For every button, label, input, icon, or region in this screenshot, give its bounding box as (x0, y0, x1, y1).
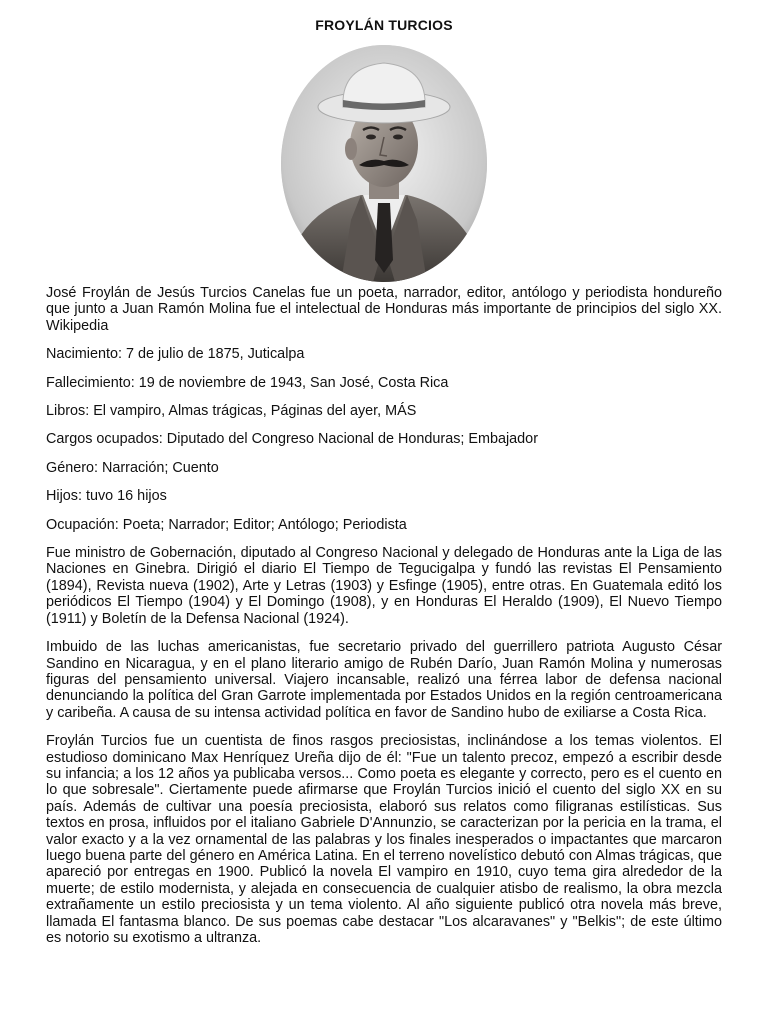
body-paragraph: Imbuido de las luchas americanistas, fue secretario privado del guerrillero patriota Augusto César Sandino en Nicaragua, y en el plano literario amigo de Rubén Darío, Juan Ramón Molina y numerosas figuras del pensamiento universal. Viajero incansable, realizó una férrea labor de defensa nacional denunciando la política del Gran Garrote implementada por Estados Unidos en la región centroamericana y caribeña. A causa de su intensa actividad política en favor de Sandino hubo de exiliarse a Costa Rica. (46, 639, 722, 721)
fact-fallecimiento: Fallecimiento: 19 de noviembre de 1943, San José, Costa Rica (46, 374, 449, 391)
fact-ocupacion: Ocupación: Poeta; Narrador; Editor; Antólogo; Periodista (46, 516, 407, 533)
body-paragraph: Froylán Turcios fue un cuentista de finos rasgos preciosistas, inclinándose a los temas violentos. El estudioso dominicano Max Henríquez Ureña dijo de él: "Fue un talento precoz, empezó a escribir desde su infancia; a los 12 años ya publicaba versos... Como poeta es elegante y correcto, pero es el cuento en lo que sobresale". Ciertamente puede afirmarse que Froylán Turcios inició el cuento del siglo XX en su país. Además de cultivar una poesía preciosista, elaboró sus relatos como filigranas estilísticas. Sus textos en prosa, influidos por el italiano Gabriele D'Annunzio, se caracterizan por la pericia en la trama, el valor exacto y a la vez ornamental de las palabras y los finales inesperados o impactantes que marcaron luego buena parte del género en América Latina. En el terreno novelístico debutó con Almas trágicas, que apareció por entregas en 1900. Publicó la novela El vampiro en 1910, cuyo tema gira alrededor de la muerte; de estilo modernista, y alejada en consecuencia de cualquier atisbo de realismo, la obra mezcla extrañamente un estilo preciosista y un tema violento. Al año siguiente publicó otra novela más breve, llamada El fantasma blanco. De sus poemas cabe destacar "Los alcaravanes" y "Belkis"; de este último es notorio su exotismo a ultranza. (46, 733, 722, 946)
fact-nacimiento: Nacimiento: 7 de julio de 1875, Juticalpa (46, 346, 305, 363)
fact-genero: Género: Narración; Cuento (46, 459, 219, 476)
fact-libros: Libros: El vampiro, Almas trágicas, Páginas del ayer, MÁS (46, 403, 417, 420)
page-title: FROYLÁN TURCIOS (315, 17, 453, 33)
intro-paragraph: José Froylán de Jesús Turcios Canelas fue un poeta, narrador, editor, antólogo y periodista hondureño que junto a Juan Ramón Molina fue el intelectual de Honduras más importante de principios del siglo XX. Wikipedia (46, 285, 722, 334)
fact-cargos: Cargos ocupados: Diputado del Congreso Nacional de Honduras; Embajador (46, 431, 538, 448)
body-paragraph: Fue ministro de Gobernación, diputado al Congreso Nacional y delegado de Honduras ante la Liga de las Naciones en Ginebra. Dirigió el diario El Tiempo de Tegucigalpa y fundó las revistas El Pensamiento (1894), Revista nueva (1902), Arte y Letras (1903) y Esfinge (1905), entre otras. En Guatemala editó los periódicos El Tiempo (1904) y El Domingo (1908), y en Honduras El Heraldo (1909), El Nuevo Tiempo (1911) y Boletín de la Defensa Nacional (1924). (46, 545, 722, 627)
portrait-illustration (281, 45, 487, 282)
document-body (46, 285, 722, 958)
portrait-photo (281, 45, 487, 282)
fact-hijos: Hijos: tuvo 16 hijos (46, 488, 167, 505)
